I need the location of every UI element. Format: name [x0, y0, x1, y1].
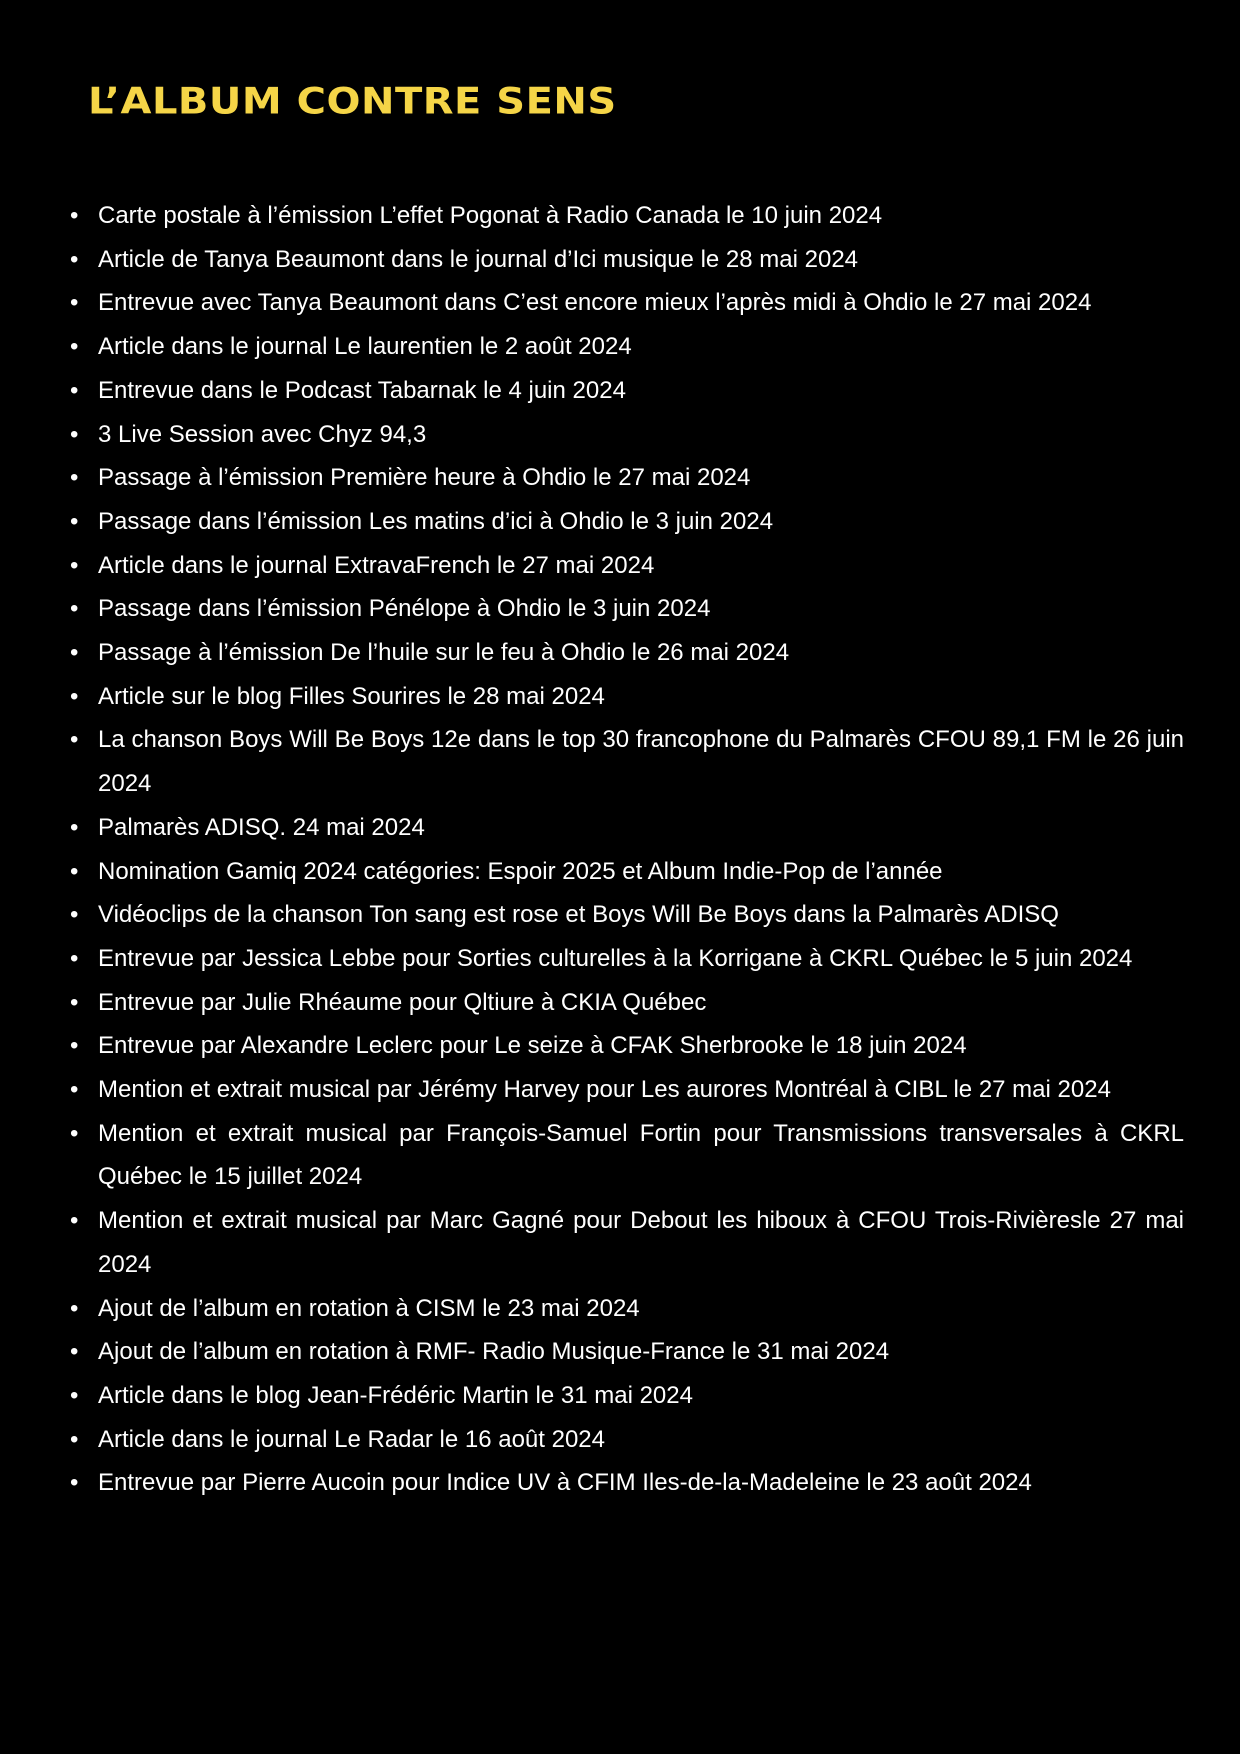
list-item — [70, 1461, 1184, 1505]
list-item-text: Entrevue par Jessica Lebbe pour Sorties culturelles à la Korrigane à CKRL Québec le 5 juin 2024 — [98, 944, 1133, 972]
list-item-text: Entrevue avec Tanya Beaumont dans C’est encore mieux l’après midi à Ohdio le 27 mai 2024 — [98, 289, 1092, 317]
bullet-icon: • — [70, 944, 79, 972]
bullet-icon: • — [70, 1076, 79, 1104]
list-item — [70, 718, 1184, 805]
bullet-icon: • — [70, 420, 79, 448]
list-item — [70, 937, 1184, 981]
list-item — [70, 1330, 1184, 1374]
list-item-text: Nomination Gamiq 2024 catégories: Espoir 2025 et Album Indie-Pop de l’année — [98, 857, 943, 885]
bullet-icon: • — [70, 464, 79, 492]
list-item-text: Article de Tanya Beaumont dans le journal d’Ici musique le 28 mai 2024 — [98, 245, 859, 273]
bullet-icon: • — [70, 333, 79, 361]
list-item — [70, 893, 1184, 937]
bullet-icon: • — [70, 1032, 79, 1060]
list-item — [70, 1418, 1184, 1462]
bullet-icon: • — [70, 1119, 79, 1147]
bullet-icon: • — [70, 813, 79, 841]
list-item — [70, 1068, 1184, 1112]
list-item-text: Entrevue par Julie Rhéaume pour Qltiure à CKIA Québec — [98, 988, 707, 1016]
press-list — [70, 194, 1184, 1505]
bullet-icon: • — [70, 507, 79, 535]
list-item — [70, 369, 1184, 413]
list-item-text: Mention et extrait musical par Jérémy Harvey pour Les aurores Montréal à CIBL le 27 mai 2024 — [98, 1076, 1111, 1104]
list-item — [70, 281, 1184, 325]
list-item — [70, 587, 1184, 631]
list-item-text: Passage dans l’émission Les matins d’ici à Ohdio le 3 juin 2024 — [98, 507, 774, 535]
bullet-icon: • — [70, 1207, 79, 1235]
list-item — [70, 1024, 1184, 1068]
bullet-icon: • — [70, 551, 79, 579]
list-item-text: Entrevue par Pierre Aucoin pour Indice UV à CFIM Iles-de-la-Madeleine le 23 août 2024 — [98, 1469, 1032, 1497]
list-item — [70, 675, 1184, 719]
list-item — [70, 981, 1184, 1025]
list-item-text: Passage à l’émission De l’huile sur le feu à Ohdio le 26 mai 2024 — [98, 639, 790, 667]
bullet-icon: • — [70, 376, 79, 404]
list-item-text: Palmarès ADISQ. 24 mai 2024 — [98, 813, 425, 841]
list-item-text: Article dans le journal Le laurentien le 2 août 2024 — [98, 333, 632, 361]
bullet-icon: • — [70, 289, 79, 317]
list-item-text: Entrevue dans le Podcast Tabarnak le 4 juin 2024 — [98, 376, 626, 404]
list-item-text: Ajout de l’album en rotation à CISM le 23 mai 2024 — [98, 1294, 640, 1322]
list-item-text: Passage à l’émission Première heure à Ohdio le 27 mai 2024 — [98, 464, 751, 492]
bullet-icon: • — [70, 857, 79, 885]
bullet-icon: • — [70, 1425, 79, 1453]
list-item-text: Article dans le blog Jean-Frédéric Martin le 31 mai 2024 — [98, 1381, 693, 1409]
list-item — [70, 544, 1184, 588]
bullet-icon: • — [70, 639, 79, 667]
list-item — [70, 1199, 1184, 1286]
bullet-icon: • — [70, 595, 79, 623]
list-item-text: Article sur le blog Filles Sourires le 28 mai 2024 — [98, 682, 605, 710]
list-item-text: Mention et extrait musical par Marc Gagné pour Debout les hiboux à CFOU Trois-Rivièresle 27 mai 2024 — [98, 1207, 1184, 1278]
list-item-text: Mention et extrait musical par François-Samuel Fortin pour Transmissions transversales à CKRL Québec le 15 juillet 2024 — [98, 1119, 1184, 1191]
list-item-text: Entrevue par Alexandre Leclerc pour Le seize à CFAK Sherbrooke le 18 juin 2024 — [98, 1032, 967, 1060]
page-title: L’ALBUM CONTRE SENS — [88, 80, 617, 123]
list-item — [70, 1112, 1184, 1199]
list-item — [70, 500, 1184, 544]
bullet-icon: • — [70, 901, 79, 929]
bullet-icon: • — [70, 726, 79, 754]
bullet-icon: • — [70, 202, 79, 229]
bullet-icon: • — [70, 1338, 79, 1366]
list-item — [70, 194, 1184, 238]
list-item — [70, 806, 1184, 850]
list-item — [70, 456, 1184, 500]
list-item — [70, 631, 1184, 675]
list-item — [70, 413, 1184, 457]
list-item-text: Passage dans l’émission Pénélope à Ohdio le 3 juin 2024 — [98, 595, 711, 623]
list-item — [70, 1374, 1184, 1418]
bullet-icon: • — [70, 245, 79, 273]
bullet-icon: • — [70, 682, 79, 710]
bullet-icon: • — [70, 1469, 79, 1497]
bullet-icon: • — [70, 988, 79, 1016]
list-item-text: Vidéoclips de la chanson Ton sang est rose et Boys Will Be Boys dans la Palmarès ADISQ — [98, 901, 1059, 929]
list-item-text: La chanson Boys Will Be Boys 12e dans le top 30 francophone du Palmarès CFOU 89,1 FM le 26 juin 2024 — [98, 726, 1184, 798]
list-item-text: Article dans le journal ExtravaFrench le 27 mai 2024 — [98, 551, 655, 579]
list-item-text: 3 Live Session avec Chyz 94,3 — [98, 420, 427, 448]
list-item — [70, 1287, 1184, 1331]
list-item — [70, 325, 1184, 369]
bullet-icon: • — [70, 1294, 79, 1322]
list-item-text: Carte postale à l’émission L’effet Pogonat à Radio Canada le 10 juin 2024 — [98, 202, 883, 229]
list-item — [70, 238, 1184, 282]
list-item — [70, 850, 1184, 894]
list-item-text: Ajout de l’album en rotation à RMF- Radio Musique-France le 31 mai 2024 — [98, 1338, 890, 1366]
bullet-icon: • — [70, 1381, 79, 1409]
list-item-text: Article dans le journal Le Radar le 16 août 2024 — [98, 1425, 605, 1453]
